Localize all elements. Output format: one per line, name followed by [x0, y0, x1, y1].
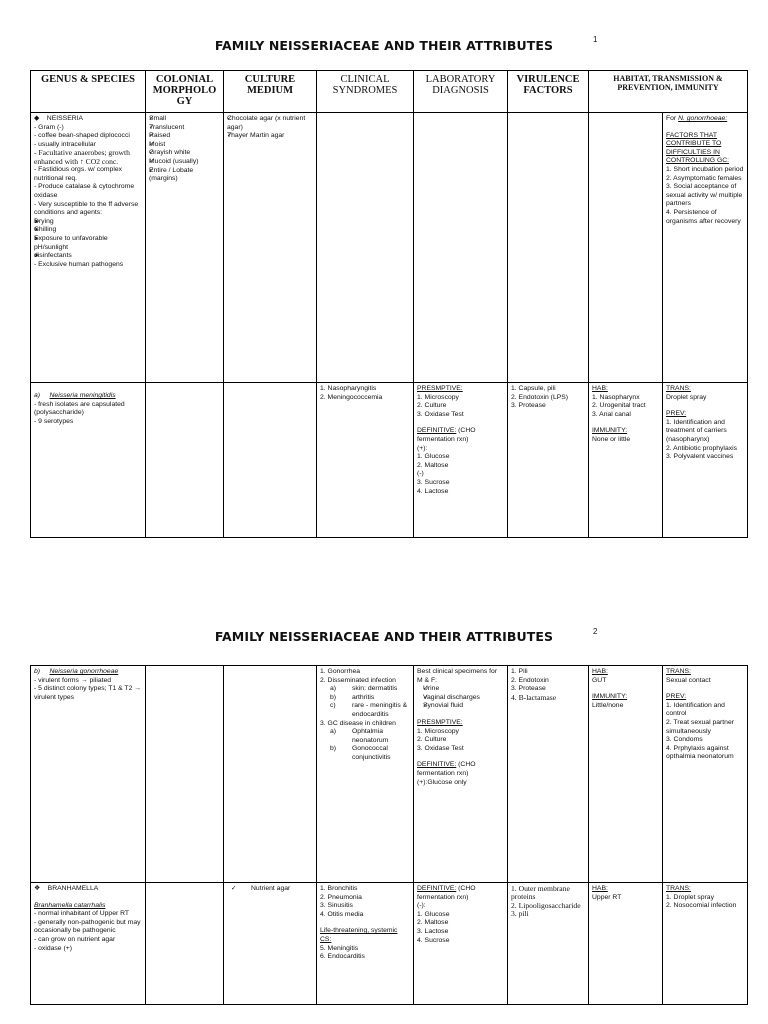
definitive-text: (CHO fermentation rxn) — [417, 885, 476, 901]
list-item: ✓ Nutrient agar — [231, 885, 313, 894]
list-item: Ophtalmia neonatorum — [352, 728, 389, 744]
hab-value: Upper RT — [592, 893, 622, 901]
culture-cell — [224, 383, 317, 538]
lab-cell — [414, 883, 508, 1005]
list-item: ➤ Exposure to unfavorable pH/sunlight — [34, 235, 142, 252]
transmission-cell — [663, 383, 748, 538]
list-item: 3. Protease — [511, 402, 546, 410]
header-genus: GENUS & SPECIES — [31, 71, 146, 113]
hab-value: GUT — [592, 676, 607, 684]
definitive-label: DEFINITIVE: — [417, 761, 457, 769]
virulence-cell — [508, 666, 589, 883]
list-item: 4. Lactose — [417, 487, 449, 495]
list-item: ✓ Thayer Martin agar — [227, 132, 313, 141]
list-item: ✓ Chocolate agar (x nutrient agar) — [227, 115, 313, 132]
list-item: 2. Meningococcemia — [320, 393, 383, 401]
list-item: 3. Polyvalent vaccines — [666, 453, 734, 461]
list-item: 2. Culture — [417, 736, 447, 744]
list-item: ✓ Grayish white — [149, 149, 220, 158]
table-row-meningitidis — [31, 383, 748, 538]
list-item: - normal inhabitant of Upper RT — [34, 910, 130, 918]
genus-name-line — [34, 115, 142, 124]
culture-cell — [224, 666, 317, 883]
list-item: - fresh isolates are capsulated (polysaccharide) — [34, 400, 125, 417]
list-item: 1. Bronchitis — [320, 885, 358, 892]
morphology-cell — [146, 383, 224, 538]
list-item: ➤ Chilling — [34, 226, 142, 235]
definitive-line — [417, 427, 504, 444]
genus-name-line — [34, 885, 142, 894]
list-item: 6. Endocarditis — [320, 953, 365, 961]
list-item: 2. Endotoxin — [511, 676, 549, 684]
list-item: 3. Sinusitis — [320, 902, 353, 910]
factors-intro-line — [666, 115, 744, 124]
list-item: 3. GC disease in children — [320, 719, 396, 727]
definitive-text: (CHO fermentation rxn) — [417, 761, 476, 777]
list-item: - virulent forms → piliated — [34, 676, 112, 684]
list-item: ✓ Urine — [423, 685, 504, 694]
immunity-label: IMMUNITY: — [592, 693, 628, 701]
list-item: (-) — [417, 470, 424, 478]
species-name: Neisseria gonorrhoeae — [49, 668, 119, 675]
list-item: arthritis — [352, 693, 375, 701]
list-item: ✓ Vaginal discharges — [423, 694, 504, 703]
list-item: - 9 serotypes — [34, 417, 74, 425]
list-item: 4. B-lactamase — [511, 692, 557, 702]
list-item: 1. Nasopharyngitis — [320, 385, 377, 392]
species-name: Neisseria meningitidis — [49, 392, 116, 399]
page-1-number: 1 — [593, 35, 598, 44]
list-item: 3. Condoms — [666, 736, 703, 744]
list-item: 1. Capsule, pili — [511, 385, 556, 392]
clinical-label: Life-threatening, systemic CS: — [320, 927, 398, 943]
list-item: ✓ Moist — [149, 141, 220, 150]
list-item: 1. Identification and treatment of carriers (nasopharynx) — [666, 418, 727, 443]
list-item: 4. Sucrose — [417, 936, 450, 944]
header-habitat: HABITAT, TRANSMISSION & PREVENTION, IMMUNITY — [589, 71, 748, 113]
culture-cell — [224, 883, 317, 1005]
list-item: 3. Social acceptance of sexual activity w/ multiple partners — [666, 183, 743, 208]
sub-label: b) — [330, 745, 337, 753]
sub-label: a) — [330, 728, 337, 736]
list-item: ✓ Small — [149, 115, 220, 124]
list-item: - Produce catalase & cytochrome oxidase — [34, 183, 135, 199]
list-item: - coffee bean-shaped diplococci — [34, 132, 130, 140]
lab-cell — [414, 113, 508, 383]
attributes-table-page-1 — [30, 70, 748, 538]
list-item: 3. Lactose — [417, 927, 449, 935]
clinical-sublist — [320, 728, 410, 762]
list-item: 1. Outer membrane proteins — [511, 884, 570, 902]
culture-cell — [224, 113, 317, 383]
trans-value: Droplet spray — [666, 393, 707, 401]
list-item: 5. Meningitis — [320, 944, 359, 952]
species-label: a) — [34, 392, 41, 399]
sub-label: c) — [330, 702, 336, 710]
list-item: ✓ Translucent — [149, 124, 220, 133]
transmission-cell — [663, 883, 748, 1005]
header-clinical: CLINICAL SYNDROMES — [317, 71, 414, 113]
virulence-cell — [508, 883, 589, 1005]
list-item: 3. Oxidase Test — [417, 744, 464, 752]
trans-label: TRANS: — [666, 385, 691, 392]
list-item: - Very susceptible to the ff adverse conditions and agents: — [34, 200, 139, 217]
list-item: 4. Prphylaxis against opthalmia neonatorum — [666, 744, 734, 761]
list-item: 2. Maltose — [417, 919, 449, 927]
morphology-cell — [146, 113, 224, 383]
list-item: 1. Glucose — [417, 453, 450, 461]
table-row-gonorrhoeae — [31, 666, 748, 883]
genus-gonorrhoeae-cell — [31, 666, 146, 883]
prev-label: PREV: — [666, 693, 687, 701]
list-item: - can grow on nutrient agar — [34, 935, 116, 943]
list-item: (+):Glucose only — [417, 778, 467, 786]
lab-cell — [414, 383, 508, 538]
list-item: ✓ Entire / Lobate (margins) — [149, 167, 220, 184]
list-item: ➤ Drying — [34, 218, 142, 227]
attributes-table-page-2 — [30, 665, 748, 1005]
list-item: 1. Microscopy — [417, 393, 459, 401]
presumptive-label: PRESMPTIVE: — [417, 385, 463, 392]
list-item: - Facultative anaerobes; growth enhanced with ↑ CO2 conc. — [34, 148, 130, 166]
list-item: 2. Maltose — [417, 461, 449, 469]
list-item: 1. Microscopy — [417, 727, 459, 735]
habitat-cell — [589, 883, 663, 1005]
list-item: 2. Urogenital tract — [592, 402, 646, 410]
list-item: - 5 distinct colony types; T1 & T2 → virulent types — [34, 685, 142, 701]
genus-branhamella-cell — [31, 883, 146, 1005]
presumptive-label: PRESMPTIVE: — [417, 718, 463, 726]
definitive-label: DEFINITIVE: — [417, 885, 457, 892]
list-item: - Gram (-) — [34, 123, 64, 131]
list-item: 2. Disseminated infection — [320, 676, 396, 684]
species-label: b) — [34, 668, 41, 675]
list-item: 2. Pneumonia — [320, 893, 362, 901]
list-item: - Exclusive human pathogens — [34, 260, 124, 268]
list-item: 1. Nasopharynx — [592, 393, 640, 401]
factors-organism: N. gonorrhoeae: — [678, 115, 728, 122]
list-item: 2. Endotoxin (LPS) — [511, 393, 569, 401]
definitive-text: (CHO fermentation rxn) — [417, 427, 476, 443]
list-item: 4. Persistence of organisms after recovery — [666, 208, 741, 225]
genus-name: NEISSERIA — [46, 115, 84, 122]
list-item: Gonococcal conjunctivitis — [352, 745, 391, 761]
immunity-value: None or little — [592, 435, 631, 443]
list-item: 3. Anal canal — [592, 410, 631, 418]
diamond-bullet-icon: ◆ — [34, 115, 40, 122]
lab-intro: Best clinical specimens for M & F: — [417, 668, 498, 684]
list-item: 3. Oxidase Test — [417, 410, 464, 418]
list-item: ➤ disinfectants — [34, 252, 142, 261]
hab-label: HAB: — [592, 385, 608, 392]
list-item: (-): — [417, 902, 426, 910]
list-item: 2. Treat sexual partner simultaneously — [666, 718, 735, 735]
list-item: 2. Antibiotic prophylaxis — [666, 444, 738, 452]
header-culture: CULTURE MEDIUM — [224, 71, 317, 113]
species-line — [34, 668, 142, 677]
list-item: 1. Identification and control — [666, 701, 725, 718]
header-row — [31, 71, 748, 113]
diamond-cross-bullet-icon: ❖ — [34, 885, 41, 892]
transmission-cell — [663, 666, 748, 883]
list-item: 3. Protease — [511, 685, 546, 693]
hab-label: HAB: — [592, 668, 608, 675]
list-item: 3. pili — [511, 909, 529, 919]
trans-label: TRANS: — [666, 885, 691, 892]
sub-label: a) — [330, 685, 337, 693]
factors-title: FACTORS THAT CONTRIBUTE TO DIFFICULTIES IN CONTROLLING GC: — [666, 131, 730, 165]
list-item: 1. Gonorrhea — [320, 668, 361, 675]
virulence-cell — [508, 383, 589, 538]
clinical-sublist — [320, 685, 410, 719]
list-item: - oxidase (+) — [34, 944, 72, 952]
clinical-cell — [317, 883, 414, 1005]
list-item: ✓ Mucoid (usually) — [149, 158, 220, 167]
list-item: 2. Lipooligosaccharide — [511, 900, 581, 910]
lab-cell — [414, 666, 508, 883]
factors-cell — [663, 113, 748, 383]
morphology-cell — [146, 666, 224, 883]
table-row-neisseria — [31, 113, 748, 383]
page-1-title: FAMILY NEISSERIACEAE AND THEIR ATTRIBUTES — [214, 38, 554, 53]
list-item: 4. Otitis media — [320, 910, 364, 918]
definitive-label: DEFINITIVE: — [417, 427, 457, 435]
list-item: - usually intracellular — [34, 140, 96, 148]
list-item: (+): — [417, 444, 428, 452]
list-item: 2. Culture — [417, 402, 447, 410]
list-item: - Fastidious orgs. w/ complex nutritional req. — [34, 166, 123, 182]
page-2-number: 2 — [593, 627, 598, 636]
habitat-cell — [589, 113, 663, 383]
clinical-cell — [317, 383, 414, 538]
immunity-value: Little/none — [592, 701, 624, 709]
list-item: 3. Sucrose — [417, 478, 450, 486]
page-2-title: FAMILY NEISSERIACEAE AND THEIR ATTRIBUTES — [214, 629, 554, 644]
genus-name: BRANHAMELLA — [47, 885, 99, 892]
clinical-cell — [317, 113, 414, 383]
factors-intro: For — [666, 115, 677, 122]
genus-meningitidis-cell — [31, 383, 146, 538]
list-item: rare - meningitis & endocarditis — [352, 702, 408, 718]
list-item: 2. Nosocomial infection — [666, 902, 737, 910]
list-item: ✓ Synovial fluid — [423, 702, 504, 711]
clinical-cell — [317, 666, 414, 883]
header-virulence: VIRULENCE FACTORS — [508, 71, 589, 113]
habitat-cell — [589, 666, 663, 883]
virulence-cell — [508, 113, 589, 383]
list-item: 2. Asymptomatic females — [666, 174, 742, 182]
species-name: Branhamella catarrhalis — [34, 901, 106, 909]
list-item: 1. Short incubation period — [666, 165, 744, 173]
sub-label: b) — [330, 693, 337, 701]
habitat-cell — [589, 383, 663, 538]
genus-neisseria-cell — [31, 113, 146, 383]
header-lab: LABORATORY DIAGNOSIS — [414, 71, 508, 113]
list-item: 1. Pili — [511, 668, 528, 675]
immunity-label: IMMUNITY: — [592, 427, 628, 435]
header-morphology: COLONIAL MORPHOLO GY — [146, 71, 224, 113]
morphology-cell — [146, 883, 224, 1005]
species-line — [34, 392, 142, 401]
hab-label: HAB: — [592, 885, 608, 892]
prev-label: PREV: — [666, 410, 687, 418]
list-item: - generally non-pathogenic but may occasionally be pathogenic — [34, 918, 141, 935]
list-item: 1. Droplet spray — [666, 893, 714, 901]
list-item: skin: dermatitis — [352, 685, 398, 693]
trans-value: Sexual contact — [666, 676, 711, 684]
list-item: ✓ Raised — [149, 132, 220, 141]
trans-label: TRANS: — [666, 668, 691, 675]
definitive-line — [417, 885, 504, 902]
list-item: 1. Glucose — [417, 910, 450, 918]
table-row-branhamella — [31, 883, 748, 1005]
definitive-line — [417, 761, 504, 778]
